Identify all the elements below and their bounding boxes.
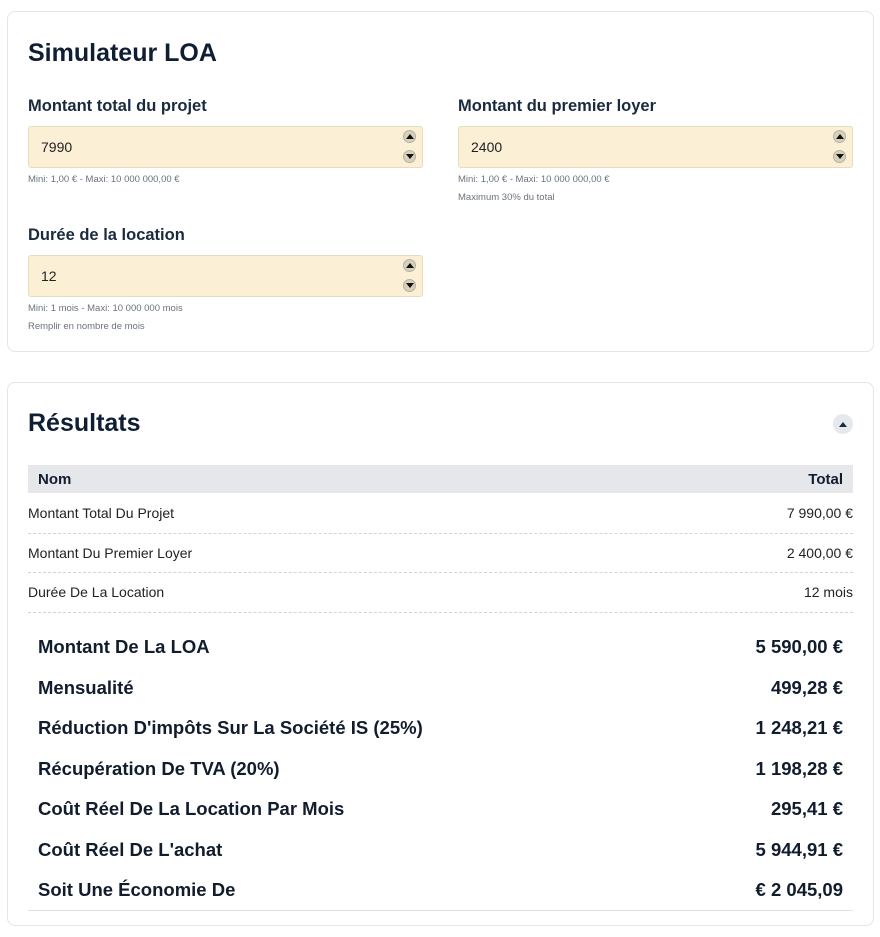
summary-value: 295,41 € <box>770 798 843 820</box>
first-rent-field <box>458 97 853 204</box>
rental-duration-box <box>28 255 423 297</box>
summary-name: Récupération De TVA (20%) <box>38 757 280 779</box>
results-table-header <box>28 465 853 493</box>
row-name: Durée De La Location <box>28 584 165 601</box>
first-rent-box <box>458 126 853 168</box>
rental-duration-input[interactable] <box>29 256 389 296</box>
rental-duration-decrement-button[interactable] <box>403 279 416 292</box>
results-summary <box>28 627 853 911</box>
chevron-up-icon <box>836 134 844 139</box>
first-rent-label: Montant du premier loyer <box>458 97 657 115</box>
results-table-body <box>28 494 853 613</box>
chevron-down-icon <box>406 283 414 288</box>
results-collapse-button[interactable] <box>833 414 853 434</box>
summary-row <box>28 668 853 709</box>
row-name: Montant Total Du Projet <box>28 505 175 522</box>
header-total: Total <box>808 470 843 488</box>
table-row <box>28 573 853 613</box>
summary-value: 1 198,28 € <box>755 757 843 779</box>
project-amount-label: Montant total du projet <box>28 97 207 115</box>
rental-duration-hint: Mini: 1 mois - Maxi: 10 000 000 mois <box>28 303 183 314</box>
summary-name: Soit Une Économie De <box>38 878 236 900</box>
summary-row <box>28 749 853 790</box>
row-value: 12 mois <box>803 584 853 601</box>
summary-row <box>28 708 853 749</box>
first-rent-input[interactable] <box>459 127 819 167</box>
summary-name: Mensualité <box>38 676 134 698</box>
rental-duration-hint-months: Remplir en nombre de mois <box>28 321 145 332</box>
chevron-down-icon <box>836 154 844 159</box>
summary-name: Coût Réel De L'achat <box>38 838 223 860</box>
first-rent-increment-button[interactable] <box>833 130 846 143</box>
results-card <box>7 382 874 926</box>
summary-row-savings <box>28 870 853 911</box>
header-name: Nom <box>38 470 72 488</box>
chevron-up-icon <box>406 263 414 268</box>
summary-value: 5 590,00 € <box>755 636 843 658</box>
first-rent-hint: Mini: 1,00 € - Maxi: 10 000 000,00 € <box>458 174 610 185</box>
project-amount-hint: Mini: 1,00 € - Maxi: 10 000 000,00 € <box>28 174 180 185</box>
results-title: Résultats <box>28 409 141 437</box>
chevron-up-icon <box>406 134 414 139</box>
table-row <box>28 534 853 574</box>
project-amount-box <box>28 126 423 168</box>
row-name: Montant Du Premier Loyer <box>28 544 193 561</box>
simulator-card <box>7 11 874 352</box>
first-rent-decrement-button[interactable] <box>833 150 846 163</box>
summary-row <box>28 830 853 871</box>
summary-value: 1 248,21 € <box>755 717 843 739</box>
rental-duration-increment-button[interactable] <box>403 259 416 272</box>
summary-row <box>28 789 853 830</box>
project-amount-increment-button[interactable] <box>403 130 416 143</box>
project-amount-field <box>28 97 423 186</box>
table-row <box>28 494 853 534</box>
collapse-up-icon <box>839 422 847 427</box>
simulator-title: Simulateur LOA <box>28 39 217 67</box>
project-amount-input[interactable] <box>29 127 389 167</box>
project-amount-decrement-button[interactable] <box>403 150 416 163</box>
row-value: 2 400,00 € <box>786 544 853 561</box>
summary-value: € 2 045,09 <box>755 878 843 900</box>
summary-name: Réduction D'impôts Sur La Société IS (25%) <box>38 717 423 739</box>
first-rent-hint-max: Maximum 30% du total <box>458 192 555 203</box>
summary-row <box>28 627 853 668</box>
summary-name: Montant De La LOA <box>38 636 210 658</box>
summary-value: 499,28 € <box>770 676 843 698</box>
chevron-down-icon <box>406 154 414 159</box>
summary-name: Coût Réel De La Location Par Mois <box>38 798 345 820</box>
row-value: 7 990,00 € <box>786 505 853 522</box>
rental-duration-label: Durée de la location <box>28 226 185 244</box>
summary-value: 5 944,91 € <box>755 838 843 860</box>
rental-duration-field <box>28 226 423 333</box>
